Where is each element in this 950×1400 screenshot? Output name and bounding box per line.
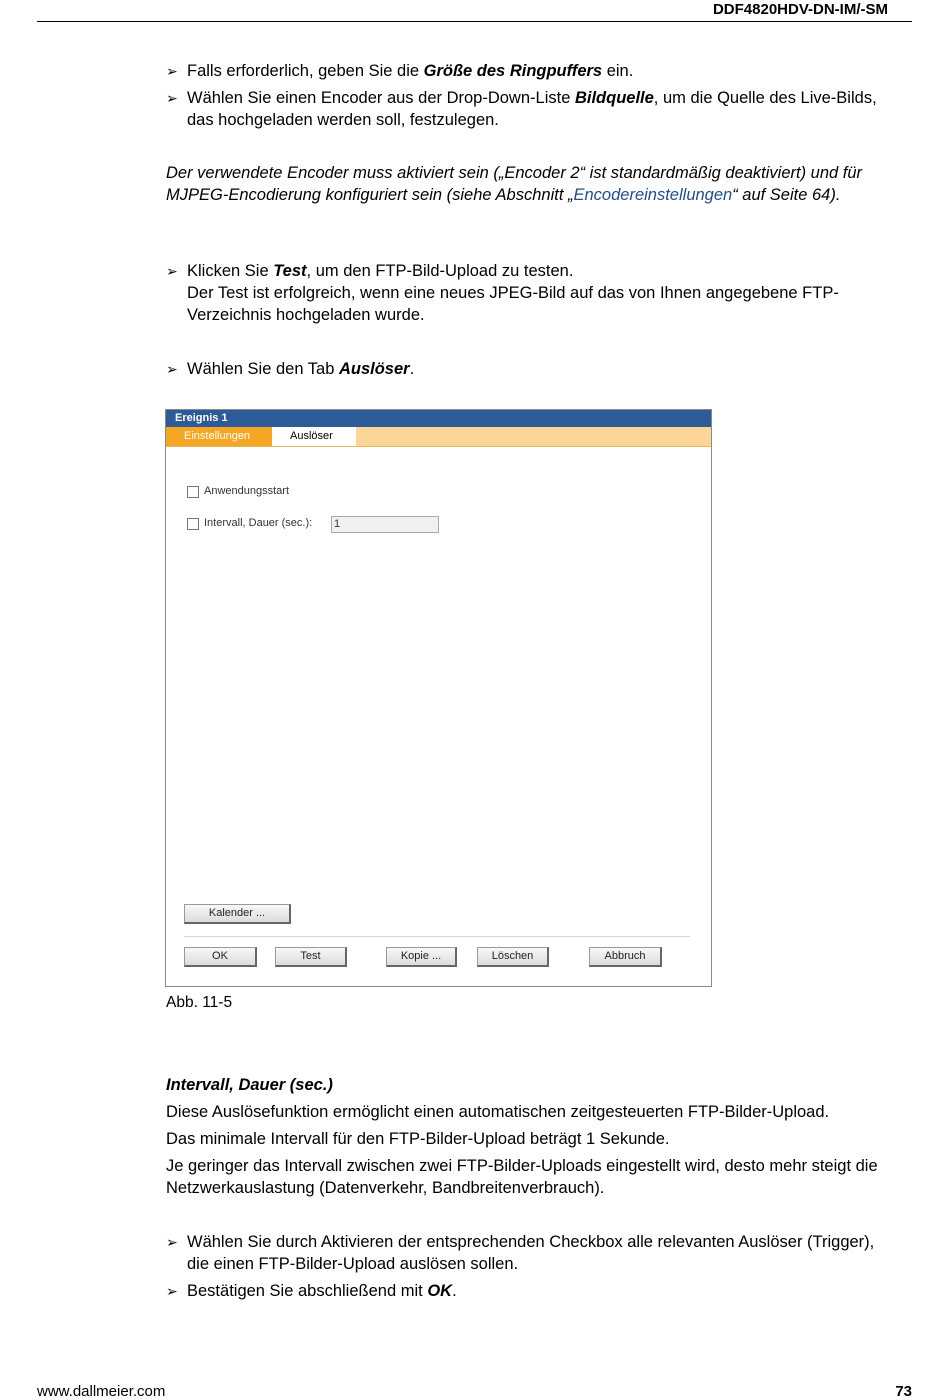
bullet-list-4 (166, 1231, 891, 1302)
calendar-button[interactable]: Kalender ... (184, 904, 291, 924)
section-heading: Intervall, Dauer (sec.) (166, 1076, 333, 1094)
dialog-titlebar (166, 410, 711, 427)
tab-triggers[interactable]: Auslöser (272, 427, 356, 446)
tab-bar (166, 427, 711, 447)
arrow-bullet-icon: ➢ (166, 90, 178, 106)
list-item: ➢ Wählen Sie einen Encoder aus der Drop-Down-Liste Bildquelle, um die Quelle des Live-Bilds, das hochgeladen werden soll, festzulegen. (166, 89, 877, 129)
checkbox-label: Intervall, Dauer (sec.): (204, 517, 313, 529)
arrow-bullet-icon: ➢ (166, 63, 178, 79)
list-item: ➢ Bestätigen Sie abschließend mit OK. (166, 1282, 457, 1300)
checkbox-label: Anwendungsstart (204, 485, 289, 497)
application-start-checkbox[interactable] (187, 486, 199, 498)
interval-checkbox[interactable] (187, 518, 199, 530)
dialog-title: Ereignis 1 (175, 412, 228, 424)
figure-caption: Abb. 11-5 (166, 994, 233, 1011)
tab-settings[interactable]: Einstellungen (166, 427, 272, 446)
arrow-bullet-icon: ➢ (166, 1283, 178, 1299)
arrow-bullet-icon: ➢ (166, 361, 178, 377)
arrow-bullet-icon: ➢ (166, 263, 178, 279)
delete-button[interactable]: Löschen (477, 947, 549, 967)
bullet-list-2 (166, 260, 891, 326)
event-dialog-figure (165, 409, 712, 987)
page-header (37, 0, 912, 22)
cancel-button[interactable]: Abbruch (589, 947, 662, 967)
list-item: ➢ Klicken Sie Test, um den FTP-Bild-Upload zu testen. Der Test ist erfolgreich, wenn eine neues JPEG-Bild auf das von Ihnen angegebene FTP-Verzeichnis hochgeladen wurde. (166, 262, 839, 324)
arrow-bullet-icon: ➢ (166, 1234, 178, 1250)
encoder-settings-link[interactable]: Encodereinstellungen (573, 186, 733, 204)
divider (184, 936, 690, 937)
footer-url: www.dallmeier.com (37, 1383, 166, 1400)
document-title: DDF4820HDV-DN-IM/-SM (712, 1, 888, 18)
page-number: 73 (895, 1383, 912, 1400)
note-paragraph: Der verwendete Encoder muss aktiviert sein („Encoder 2“ ist standardmäßig deaktiviert) und für MJPEG-Encodierung konfiguriert sein (siehe Abschnitt „Encodereinstellungen“ auf Seite 64). (166, 164, 863, 204)
paragraph: Je geringer das Intervall zwischen zwei FTP-Bilder-Uploads eingestellt wird, desto mehr steigt die Netzwerkauslastung (Datenverkehr, Bandbreitenverbrauch). (166, 1157, 878, 1197)
list-item: ➢ Wählen Sie durch Aktivieren der entsprechenden Checkbox alle relevanten Auslöser (Trigger), die einen FTP-Bilder-Upload auslösen sollen. (166, 1233, 875, 1273)
interval-input[interactable]: 1 (331, 516, 439, 533)
copy-button[interactable]: Kopie ... (386, 947, 457, 967)
bullet-list-3 (166, 358, 891, 380)
bullet-list-1 (166, 60, 891, 131)
list-item: ➢ Wählen Sie den Tab Auslöser. (166, 360, 415, 378)
list-item: ➢ Falls erforderlich, geben Sie die Größe des Ringpuffers ein. (166, 62, 634, 80)
paragraph: Diese Auslösefunktion ermöglicht einen automatischen zeitgesteuerten FTP-Bilder-Upload. (166, 1103, 830, 1121)
paragraph: Das minimale Intervall für den FTP-Bilder-Upload beträgt 1 Sekunde. (166, 1130, 670, 1148)
test-button[interactable]: Test (275, 947, 347, 967)
ok-button[interactable]: OK (184, 947, 257, 967)
interval-section (166, 1074, 896, 1199)
